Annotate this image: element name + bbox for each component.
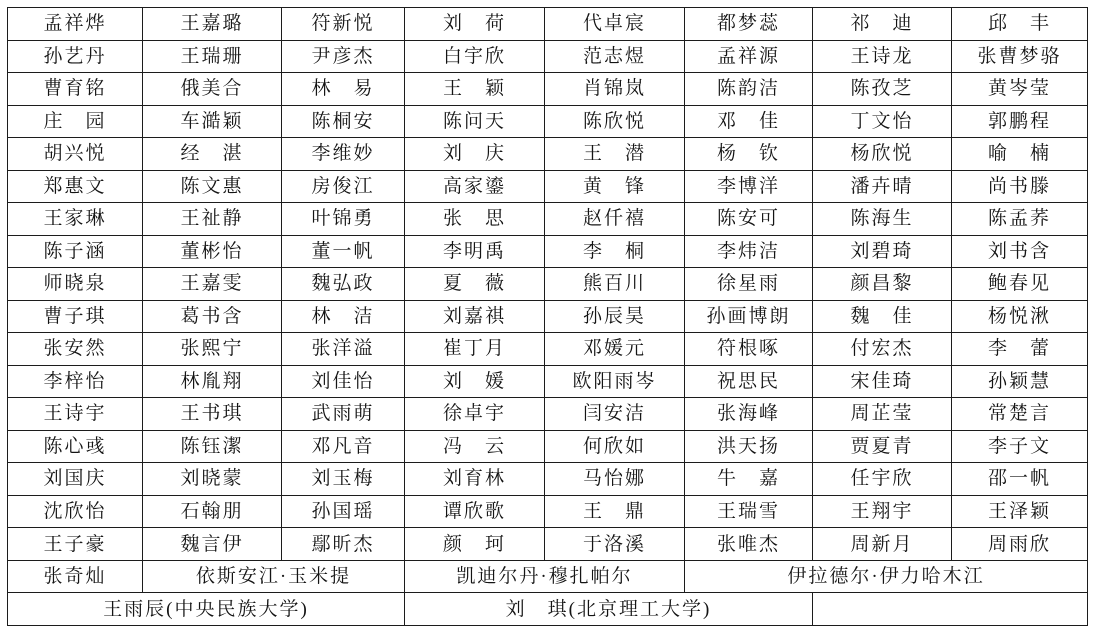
table-cell: 李炜洁: [685, 235, 813, 268]
table-cell: 郭鹏程: [952, 105, 1088, 138]
table-cell: 王嘉雯: [143, 268, 282, 301]
table-cell: 师晓泉: [8, 268, 143, 301]
table-cell: 沈欣怡: [8, 495, 143, 528]
table-cell: 闫安洁: [545, 398, 685, 431]
table-cell: 陈孜芝: [813, 73, 952, 106]
table-cell: 邓媛元: [545, 333, 685, 366]
table-cell: 孙艺丹: [8, 40, 143, 73]
table-cell: 都梦蕊: [685, 8, 813, 41]
table-cell: 周芷莹: [813, 398, 952, 431]
table-cell: 葛书含: [143, 300, 282, 333]
table-cell: 崔丁月: [405, 333, 545, 366]
table-cell: 冯 云: [405, 430, 545, 463]
table-row: [8, 73, 1088, 106]
table-cell: 符根啄: [685, 333, 813, 366]
table-row: [8, 138, 1088, 171]
table-cell: 刘佳怡: [282, 365, 405, 398]
table-cell: 谭欣歌: [405, 495, 545, 528]
table-cell: 凯迪尔丹·穆扎帕尔: [405, 560, 685, 593]
table-cell: 尹彦杰: [282, 40, 405, 73]
table-cell: [813, 593, 1088, 626]
table-cell: 刘碧琦: [813, 235, 952, 268]
table-cell: 王嘉璐: [143, 8, 282, 41]
table-cell: 孟祥烨: [8, 8, 143, 41]
table-cell: 陈子涵: [8, 235, 143, 268]
table-cell: 王书琪: [143, 398, 282, 431]
table-cell: 孟祥源: [685, 40, 813, 73]
table-cell: 王 颖: [405, 73, 545, 106]
table-row: [8, 235, 1088, 268]
table-cell: 黄岑莹: [952, 73, 1088, 106]
table-cell: 伊拉德尔·伊力哈木江: [685, 560, 1088, 593]
table-cell: 林胤翔: [143, 365, 282, 398]
table-cell: 丁文怡: [813, 105, 952, 138]
table-cell: 宋佳琦: [813, 365, 952, 398]
table-cell: 陈孟荞: [952, 203, 1088, 236]
table-cell: 刘 媛: [405, 365, 545, 398]
table-row: [8, 560, 1088, 593]
table-row: [8, 170, 1088, 203]
table-cell: 刘 荷: [405, 8, 545, 41]
table-row: [8, 593, 1088, 626]
table-cell: 陈欣悦: [545, 105, 685, 138]
table-row: [8, 365, 1088, 398]
table-cell: 周雨欣: [952, 528, 1088, 561]
table-cell: 邓 佳: [685, 105, 813, 138]
table-cell: 刘书含: [952, 235, 1088, 268]
table-cell: 张奇灿: [8, 560, 143, 593]
table-cell: 李维妙: [282, 138, 405, 171]
table-cell: 颜昌黎: [813, 268, 952, 301]
table-cell: 刘育林: [405, 463, 545, 496]
table-cell: 刘 庆: [405, 138, 545, 171]
table-cell: 房俊江: [282, 170, 405, 203]
table-cell: 邓凡音: [282, 430, 405, 463]
table-row: [8, 268, 1088, 301]
table-cell: 陈海生: [813, 203, 952, 236]
table-cell: 庄 园: [8, 105, 143, 138]
table-cell: 符新悦: [282, 8, 405, 41]
table-cell: 陈桐安: [282, 105, 405, 138]
table-cell: 王子豪: [8, 528, 143, 561]
table-cell: 陈钰潔: [143, 430, 282, 463]
table-row: [8, 8, 1088, 41]
table-cell: 王 鼎: [545, 495, 685, 528]
table-cell: 王瑞珊: [143, 40, 282, 73]
table-cell: 魏言伊: [143, 528, 282, 561]
table-cell: 贾夏青: [813, 430, 952, 463]
table-cell: 张海峰: [685, 398, 813, 431]
table-cell: 王泽颖: [952, 495, 1088, 528]
table-cell: 张熙宁: [143, 333, 282, 366]
table-cell: 李 蕾: [952, 333, 1088, 366]
table-cell: 付宏杰: [813, 333, 952, 366]
table-cell: 黄 锋: [545, 170, 685, 203]
table-cell: 尚书滕: [952, 170, 1088, 203]
table-cell: 鲍春见: [952, 268, 1088, 301]
table-cell: 李 桐: [545, 235, 685, 268]
table-cell: 俄美合: [143, 73, 282, 106]
table-row: [8, 463, 1088, 496]
table-cell: 王 潜: [545, 138, 685, 171]
table-cell: 王诗宇: [8, 398, 143, 431]
table-cell: 孙颖慧: [952, 365, 1088, 398]
table-cell: 曹子琪: [8, 300, 143, 333]
table-row: [8, 105, 1088, 138]
table-cell: 张安然: [8, 333, 143, 366]
table-cell: 刘嘉祺: [405, 300, 545, 333]
table-cell: 魏弘政: [282, 268, 405, 301]
table-cell: 祝思民: [685, 365, 813, 398]
table-cell: 依斯安江·玉米提: [143, 560, 405, 593]
table-cell: 赵仟禧: [545, 203, 685, 236]
table-cell: 胡兴悦: [8, 138, 143, 171]
table-cell: 祁 迪: [813, 8, 952, 41]
table-cell: 潘卉晴: [813, 170, 952, 203]
table-row: [8, 528, 1088, 561]
table-cell: 刘 琪(北京理工大学): [405, 593, 813, 626]
table-cell: 马怡娜: [545, 463, 685, 496]
table-cell: 徐卓宇: [405, 398, 545, 431]
table-cell: 鄢昕杰: [282, 528, 405, 561]
table-row: [8, 495, 1088, 528]
table-cell: 颜 珂: [405, 528, 545, 561]
table-cell: 王家琳: [8, 203, 143, 236]
name-table: [7, 7, 1088, 626]
table-cell: 徐星雨: [685, 268, 813, 301]
table-cell: 陈安可: [685, 203, 813, 236]
table-cell: 董彬怡: [143, 235, 282, 268]
table-cell: 孙画博朗: [685, 300, 813, 333]
table-cell: 邱 丰: [952, 8, 1088, 41]
table-cell: 陈韵洁: [685, 73, 813, 106]
table-cell: 熊百川: [545, 268, 685, 301]
table-cell: 张 思: [405, 203, 545, 236]
table-cell: 何欣如: [545, 430, 685, 463]
table-cell: 任宇欣: [813, 463, 952, 496]
table-cell: 林 易: [282, 73, 405, 106]
table-cell: 李子文: [952, 430, 1088, 463]
table-cell: 范志煜: [545, 40, 685, 73]
table-cell: 孙国瑶: [282, 495, 405, 528]
table-cell: 常楚言: [952, 398, 1088, 431]
table-cell: 车澔颖: [143, 105, 282, 138]
table-cell: 董一帆: [282, 235, 405, 268]
table-cell: 洪天扬: [685, 430, 813, 463]
table-row: [8, 333, 1088, 366]
table-cell: 于洛溪: [545, 528, 685, 561]
table-cell: 张洋溢: [282, 333, 405, 366]
table-cell: 喻 楠: [952, 138, 1088, 171]
table-cell: 刘晓蒙: [143, 463, 282, 496]
table-cell: 王诗龙: [813, 40, 952, 73]
table-cell: 张曹梦骆: [952, 40, 1088, 73]
table-cell: 曹育铭: [8, 73, 143, 106]
table-row: [8, 300, 1088, 333]
table-cell: 牛 嘉: [685, 463, 813, 496]
table-cell: 武雨萌: [282, 398, 405, 431]
table-cell: 魏 佳: [813, 300, 952, 333]
table-cell: 邵一帆: [952, 463, 1088, 496]
table-cell: 张唯杰: [685, 528, 813, 561]
table-cell: 杨悦湫: [952, 300, 1088, 333]
table-cell: 王瑞雪: [685, 495, 813, 528]
table-cell: 李明禹: [405, 235, 545, 268]
table-cell: 经 湛: [143, 138, 282, 171]
name-table-body: [8, 8, 1088, 626]
table-cell: 欧阳雨岑: [545, 365, 685, 398]
table-cell: 陈问天: [405, 105, 545, 138]
table-cell: 李博洋: [685, 170, 813, 203]
table-cell: 代卓宸: [545, 8, 685, 41]
table-cell: 陈文惠: [143, 170, 282, 203]
table-cell: 高家鎏: [405, 170, 545, 203]
table-cell: 李梓怡: [8, 365, 143, 398]
table-cell: 郑惠文: [8, 170, 143, 203]
table-cell: 周新月: [813, 528, 952, 561]
table-cell: 肖锦岚: [545, 73, 685, 106]
table-cell: 杨 钦: [685, 138, 813, 171]
table-cell: 陈心彧: [8, 430, 143, 463]
table-cell: 王祉静: [143, 203, 282, 236]
table-row: [8, 430, 1088, 463]
table-cell: 刘玉梅: [282, 463, 405, 496]
table-cell: 杨欣悦: [813, 138, 952, 171]
table-cell: 夏 薇: [405, 268, 545, 301]
table-cell: 王雨辰(中央民族大学): [8, 593, 405, 626]
table-cell: 刘国庆: [8, 463, 143, 496]
table-cell: 孙辰昊: [545, 300, 685, 333]
table-cell: 叶锦勇: [282, 203, 405, 236]
table-cell: 林 洁: [282, 300, 405, 333]
table-row: [8, 40, 1088, 73]
table-row: [8, 398, 1088, 431]
table-row: [8, 203, 1088, 236]
table-cell: 王翔宇: [813, 495, 952, 528]
table-cell: 白宇欣: [405, 40, 545, 73]
table-cell: 石翰朋: [143, 495, 282, 528]
